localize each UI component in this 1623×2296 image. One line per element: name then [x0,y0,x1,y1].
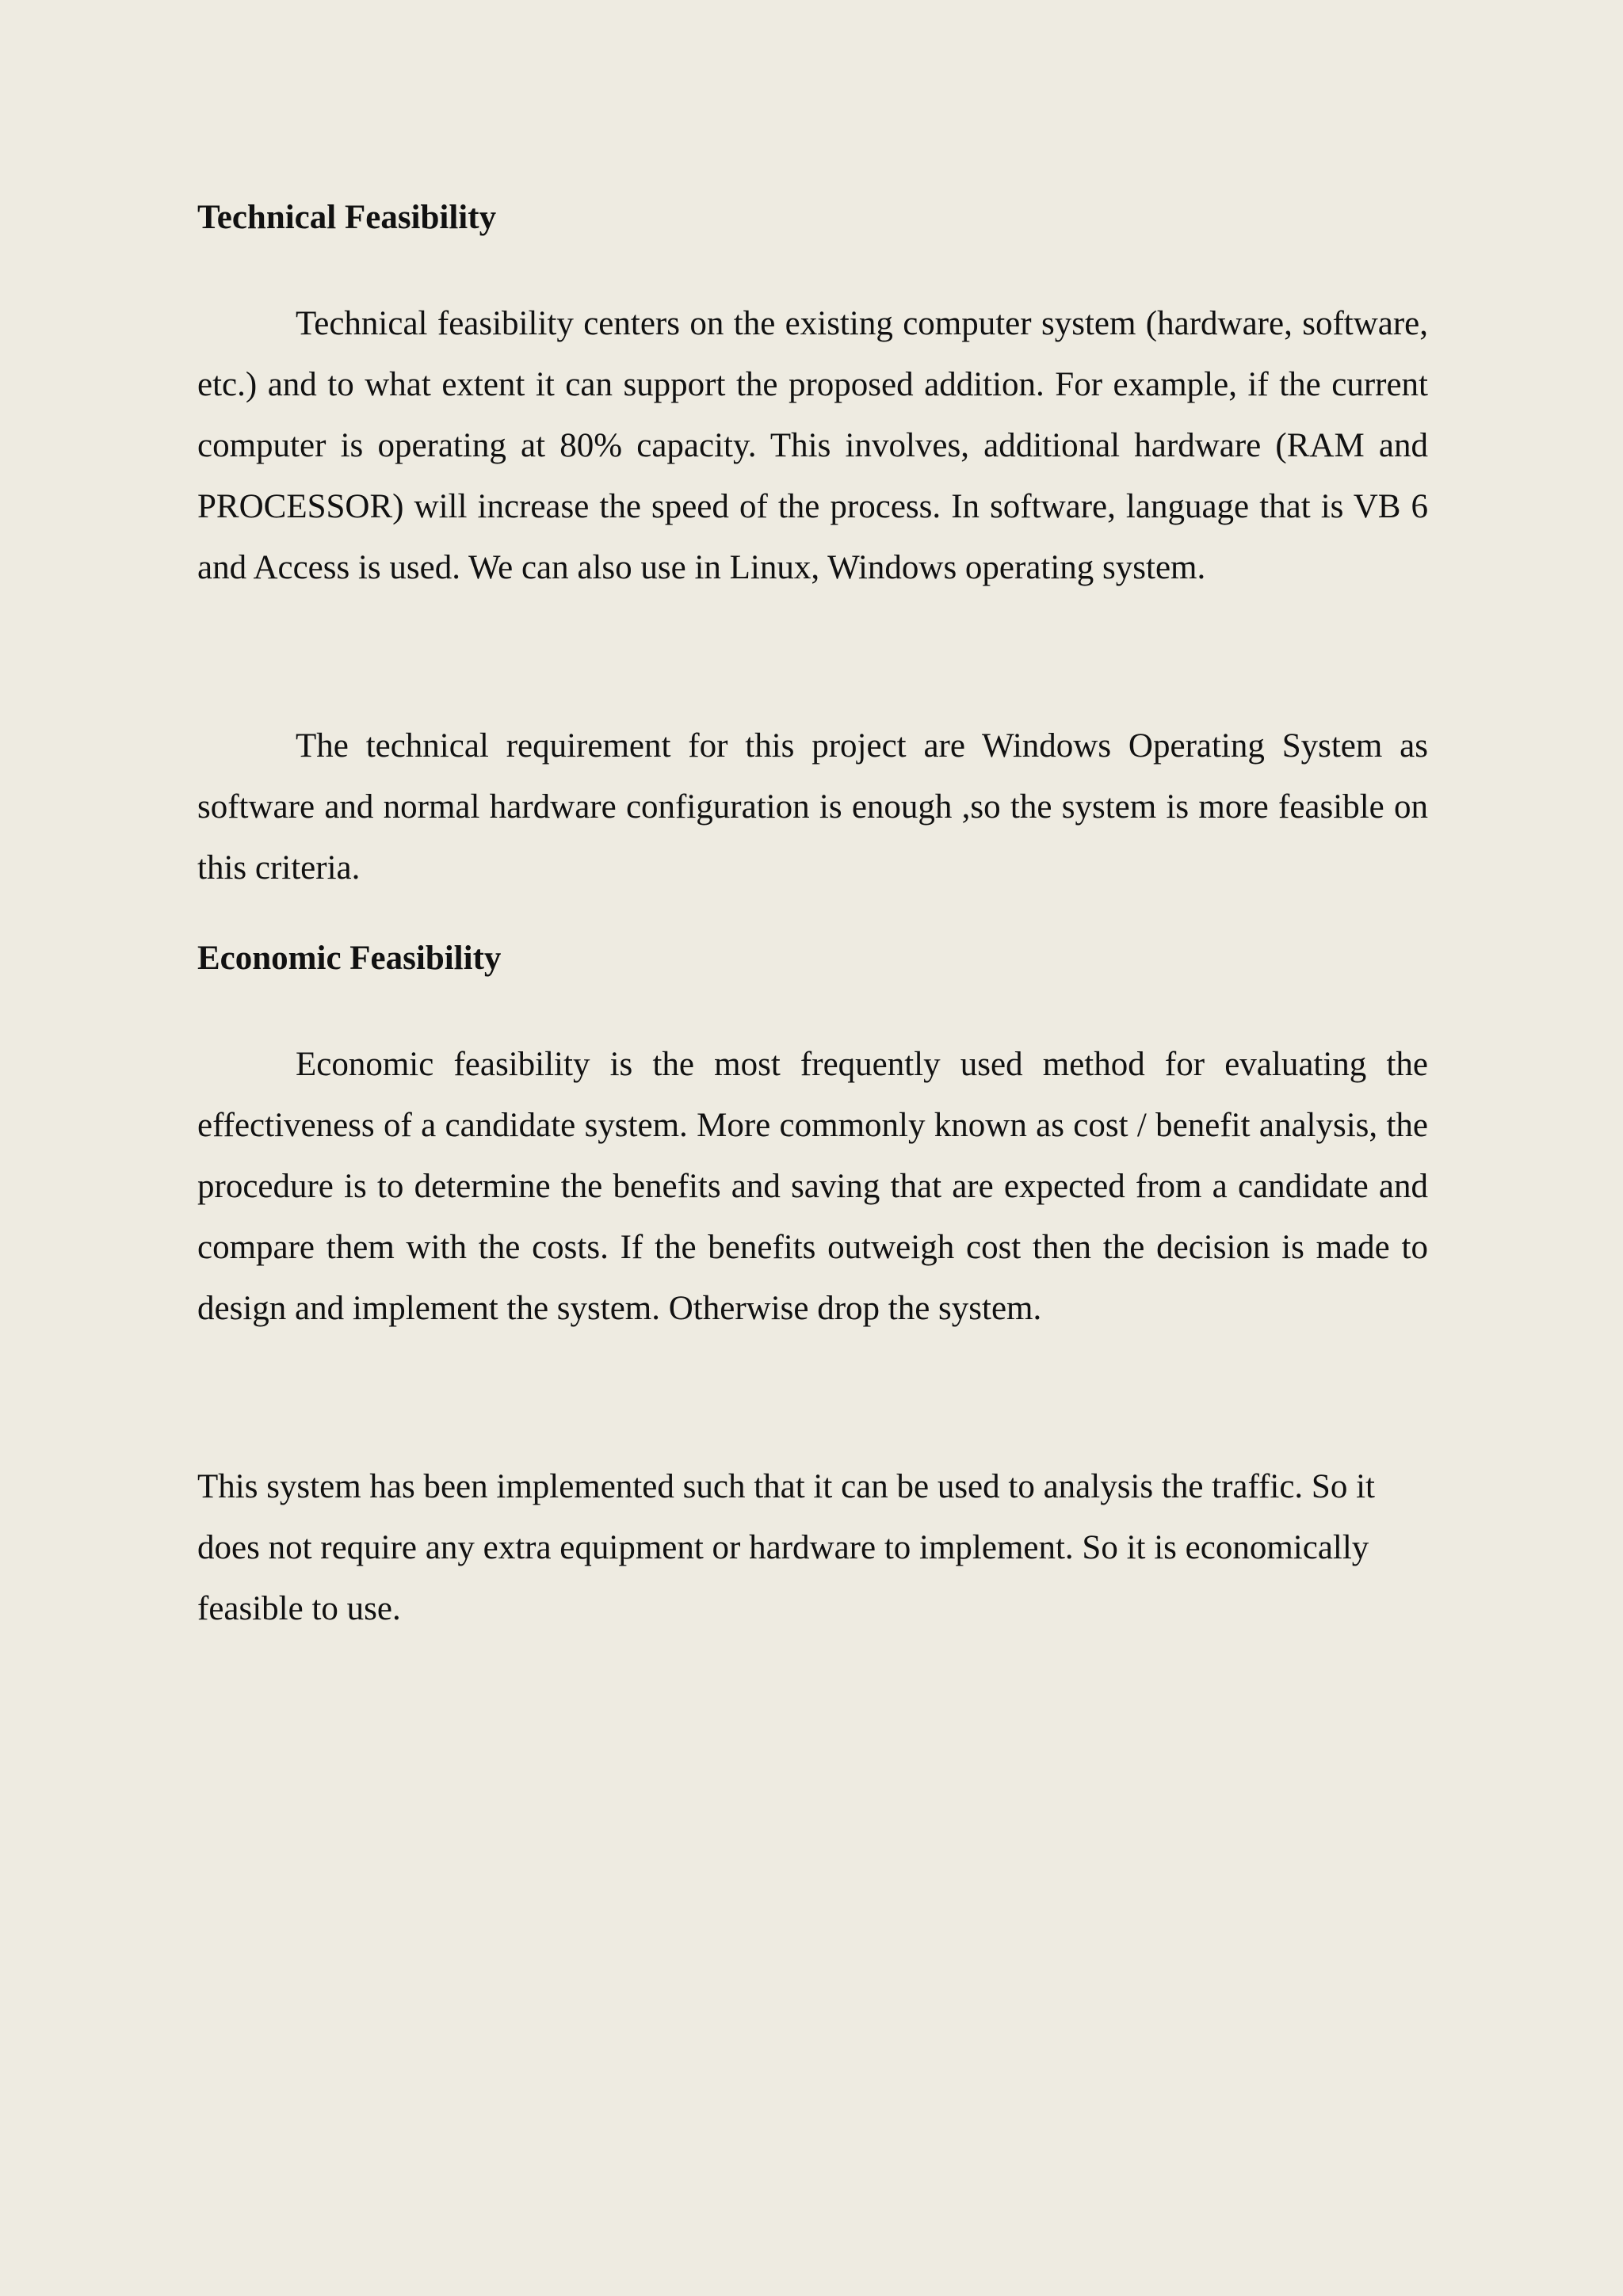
paragraph-technical-feasibility-2: The technical requirement for this project are Windows Operating System as software and normal hardware configuration is enough ,so the system is more feasible on this criteria. [197,727,1428,887]
paragraph-economic-feasibility-2: This system has been implemented such that it can be used to analysis the traffic. So it does not require any extra equipment or hardware to implement. So it is economically feasible to use. [197,1468,1375,1627]
document-body [197,187,1428,1639]
paragraph-technical-feasibility-1: Technical feasibility centers on the existing computer system (hardware, software, etc.) and to what extent it can support the proposed addition. For example, if the current computer is operating at 80% capacity. This involves, additional hardware (RAM and PROCESSOR) will increase the speed of the process. In software, language that is VB 6 and Access is used. We can also use in Linux, Windows operating system. [197,305,1428,586]
section-heading-economic-feasibility: Economic Feasibility [197,940,502,977]
paragraph-economic-feasibility-1: Economic feasibility is the most frequently used method for evaluating the effectiveness of a candidate system. More commonly known as cost / benefit analysis, the procedure is to determine the benefits and saving that are expected from a candidate and compare them with the costs. If the benefits outweigh cost then the decision is made to design and implement the system. Otherwise drop the system. [197,1046,1428,1327]
section-heading-technical-feasibility: Technical Feasibility [197,199,497,236]
